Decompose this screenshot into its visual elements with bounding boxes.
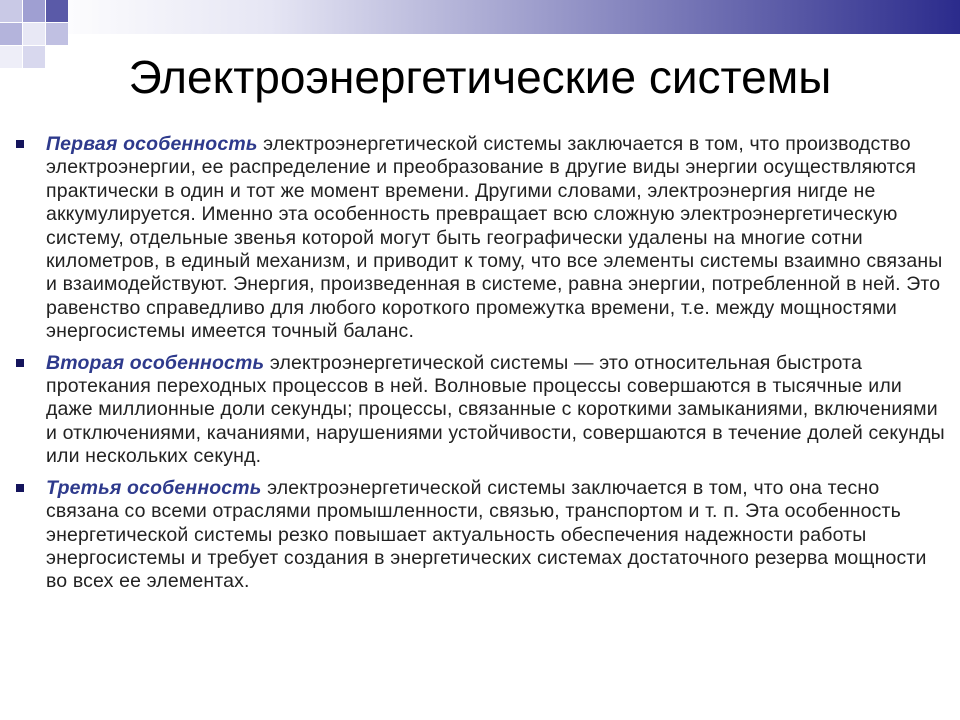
list-item	[16, 352, 946, 469]
list-item	[16, 133, 946, 344]
square-bullet-icon	[16, 484, 24, 492]
decor-square	[46, 0, 68, 22]
item-lead: Вторая особенность	[46, 351, 265, 374]
header-gradient-bar	[40, 0, 960, 34]
decor-square	[0, 23, 22, 45]
square-bullet-icon	[16, 140, 24, 148]
decor-square	[23, 23, 45, 45]
decor-square	[0, 0, 22, 22]
item-lead: Первая особенность	[46, 133, 258, 155]
paragraph	[46, 133, 946, 344]
item-text: электроэнергетической системы заключается в том, что производство электроэнергии, ее распределение и преобразование в другие виды энергии осуществляются практически в один и тот же момент времени. Другими словами, электроэнергия нигде не аккумулируется. Именно эта особенность превращает всю сложную электроэнергетическую систему, отдельные звенья которой могут быть географически удалены на многие сотни километров, в единый механизм, и приводит к тому, что все элементы системы взаимно связаны и взаимодействуют. Энергия, произведенная в системе, равна энергии, потребленной в ней. Это равенство справедливо для любого короткого промежутка времени, т.е. между мощностями энергосистемы имеется точный баланс.	[46, 133, 943, 343]
item-text: электроэнергетической системы — это относительная быстрота протекания переходных процессов в ней. Волновые процессы совершаются в тысячные или даже миллионные доли секунды; процессы, связанные с короткими замыканиями, включениями и отключениями, качаниями, нарушениями устойчивости, совершаются в течение долей секунды или нескольких секунд.	[46, 351, 945, 468]
slide-title: Электроэнергетические системы	[128, 51, 832, 103]
paragraph	[46, 477, 946, 594]
decor-square	[23, 0, 45, 22]
paragraph	[46, 352, 946, 469]
decor-square	[46, 23, 68, 45]
item-lead: Третья особенность	[46, 476, 262, 499]
item-text: электроэнергетической системы заключается в том, что она тесно связана со всеми отраслями промышленности, связью, транспортом и т. п. Эта особенность энергетической системы резко повышает актуальность обеспечения надежности работы энергосистемы и требует создания в энергетических системах достаточного резерва мощности во всех ее элементах.	[46, 476, 927, 593]
bullet-list	[16, 133, 946, 602]
list-item	[16, 477, 946, 594]
square-bullet-icon	[16, 359, 24, 367]
